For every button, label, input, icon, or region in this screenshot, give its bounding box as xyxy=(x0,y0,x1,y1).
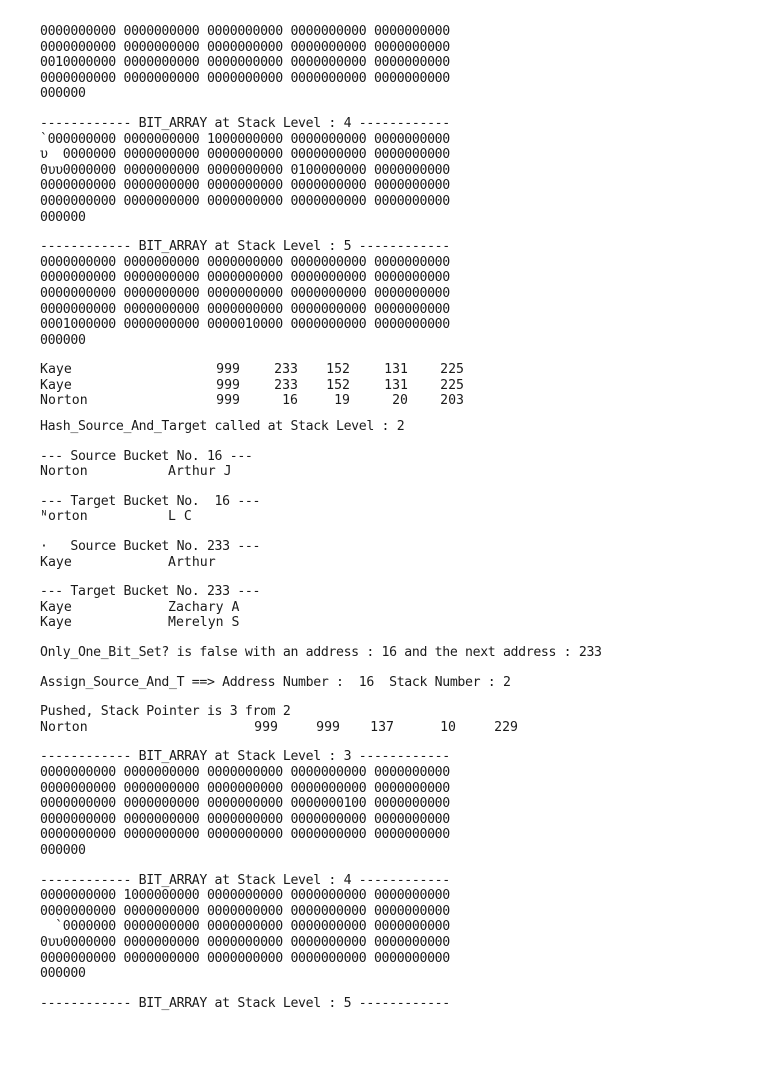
record-row xyxy=(40,720,740,736)
bit-row: 000000 xyxy=(40,966,86,982)
record-name: Norton xyxy=(40,719,88,735)
bit-row: `000000000 0000000000 1000000000 0000000000 0000000000 xyxy=(40,131,450,147)
bucket-entry xyxy=(40,464,740,480)
entry-last-name: Kaye xyxy=(40,615,72,631)
record-value: 10 xyxy=(440,719,456,735)
bit-array-level-4b xyxy=(40,873,740,982)
record-name: Kaye xyxy=(40,377,72,393)
bit-array-header: ------------ BIT_ARRAY at Stack Level : 4 ------------ xyxy=(40,872,450,888)
entry-first-name: Arthur xyxy=(168,554,216,570)
entry-last-name: Kaye xyxy=(40,554,72,570)
record-row xyxy=(40,378,740,394)
record-value: 20 xyxy=(392,393,408,409)
bit-row: 0010000000 0000000000 0000000000 0000000000 0000000000 xyxy=(40,55,450,71)
record-value: 203 xyxy=(440,393,464,409)
bit-row: 0000000000 0000000000 0000000000 0000000000 0000000000 xyxy=(40,70,450,86)
bit-row: 0000000000 0000000000 0000000000 0000000000 0000000000 xyxy=(40,39,450,55)
bucket-entry xyxy=(40,600,740,616)
bit-array-level-5 xyxy=(40,239,740,348)
record-value: 131 xyxy=(384,377,408,393)
bit-row: 0000000000 0000000000 0000000000 0000000000 0000000000 xyxy=(40,827,450,843)
bit-row: 000000 xyxy=(40,86,86,102)
bit-row: 0000000000 0000000000 0000000000 0000000000 0000000000 xyxy=(40,285,450,301)
record-value: 16 xyxy=(282,393,298,409)
record-name: Norton xyxy=(40,393,88,409)
record-value: 233 xyxy=(274,377,298,393)
bit-row: 0000000000 0000000000 0000000000 0000000000 0000000000 xyxy=(40,950,450,966)
bit-array-level-3 xyxy=(40,749,740,858)
bit-array-level-5b xyxy=(40,996,740,1012)
target-bucket-16 xyxy=(40,494,740,525)
bit-array-fragment xyxy=(40,24,740,102)
bit-row: 0υυ0000000 0000000000 0000000000 0000000000 0000000000 xyxy=(40,934,450,950)
entry-first-name: Arthur J xyxy=(168,464,232,480)
bit-row: `0000000 0000000000 0000000000 0000000000 0000000000 xyxy=(40,919,450,935)
bit-row: 0000000000 0000000000 0000000000 0000000000 0000000000 xyxy=(40,178,450,194)
bit-array-level-4 xyxy=(40,116,740,225)
bit-row: 0000000000 0000000000 0000000000 0000000000 0000000000 xyxy=(40,254,450,270)
record-value: 152 xyxy=(326,362,350,378)
bit-row: 0000000000 1000000000 0000000000 0000000000 0000000000 xyxy=(40,888,450,904)
bit-array-header: ------------ BIT_ARRAY at Stack Level : 5 ------------ xyxy=(40,239,450,255)
record-value: 131 xyxy=(384,362,408,378)
entry-last-name: Norton xyxy=(40,464,88,480)
entry-last-name: Kaye xyxy=(40,599,72,615)
bit-row: υ 0000000 0000000000 0000000000 0000000000 0000000000 xyxy=(40,147,450,163)
bucket-title: · Source Bucket No. 233 --- xyxy=(40,539,261,555)
record-value: 999 xyxy=(316,719,340,735)
bit-row: 000000 xyxy=(40,842,86,858)
bit-row: 0000000000 0000000000 0000000000 0000000000 0000000000 xyxy=(40,903,450,919)
bit-row: 0000000000 0000000000 0000000000 0000000000 0000000000 xyxy=(40,270,450,286)
bit-row: 0000000000 0000000000 0000000000 0000000000 0000000000 xyxy=(40,780,450,796)
source-bucket-16 xyxy=(40,449,740,480)
bucket-title: --- Source Bucket No. 16 --- xyxy=(40,448,253,464)
assign-message: Assign_Source_And_T ==> Address Number : 16 Stack Number : 2 xyxy=(40,674,511,690)
bit-row: 0υυ0000000 0000000000 0000000000 0100000000 0000000000 xyxy=(40,162,450,178)
bit-row: 0000000000 0000000000 0000000000 0000000100 0000000000 xyxy=(40,796,450,812)
record-value: 999 xyxy=(216,362,240,378)
record-row xyxy=(40,362,740,378)
bucket-entry xyxy=(40,509,740,525)
bit-array-header: ------------ BIT_ARRAY at Stack Level : 3 ------------ xyxy=(40,749,450,765)
pushed-message: Pushed, Stack Pointer is 3 from 2 xyxy=(40,704,291,720)
bit-row: 0000000000 0000000000 0000000000 0000000000 0000000000 xyxy=(40,193,450,209)
record-value: 999 xyxy=(254,719,278,735)
bucket-entry xyxy=(40,555,740,571)
bit-row: 0000000000 0000000000 0000000000 0000000000 0000000000 xyxy=(40,764,450,780)
bit-row: 000000 xyxy=(40,332,86,348)
record-value: 233 xyxy=(274,362,298,378)
bit-row: 000000 xyxy=(40,209,86,225)
record-value: 999 xyxy=(216,393,240,409)
bit-array-header: ------------ BIT_ARRAY at Stack Level : 5 ------------ xyxy=(40,995,450,1011)
record-value: 999 xyxy=(216,377,240,393)
entry-first-name: Zachary A xyxy=(168,599,240,615)
bit-array-header: ------------ BIT_ARRAY at Stack Level : 4 ------------ xyxy=(40,115,450,131)
record-value: 225 xyxy=(440,362,464,378)
bucket-entry xyxy=(40,615,740,631)
record-value: 229 xyxy=(494,719,518,735)
record-value: 19 xyxy=(334,393,350,409)
bit-row: 0001000000 0000000000 0000010000 0000000000 0000000000 xyxy=(40,317,450,333)
source-bucket-233 xyxy=(40,539,740,570)
record-value: 152 xyxy=(326,377,350,393)
entry-first-name: Merelyn S xyxy=(168,615,240,631)
hash-message: Hash_Source_And_Target called at Stack Level : 2 xyxy=(40,419,405,435)
bucket-title: --- Target Bucket No. 16 --- xyxy=(40,493,261,509)
only-one-bit-message: Only_One_Bit_Set? is false with an address : 16 and the next address : 233 xyxy=(40,645,602,660)
record-name: Kaye xyxy=(40,362,72,378)
record-row xyxy=(40,393,740,409)
entry-first-name: L C xyxy=(168,509,192,525)
bit-row: 0000000000 0000000000 0000000000 0000000000 0000000000 xyxy=(40,301,450,317)
target-bucket-233 xyxy=(40,584,740,631)
bucket-title: --- Target Bucket No. 233 --- xyxy=(40,584,261,600)
bit-row: 0000000000 0000000000 0000000000 0000000000 0000000000 xyxy=(40,811,450,827)
bit-row: 0000000000 0000000000 0000000000 0000000000 0000000000 xyxy=(40,24,450,39)
record-table xyxy=(40,362,740,409)
record-value: 137 xyxy=(370,719,394,735)
record-value: 225 xyxy=(440,377,464,393)
entry-last-name: ᴺorton xyxy=(40,509,88,525)
printout-page xyxy=(40,24,740,1011)
